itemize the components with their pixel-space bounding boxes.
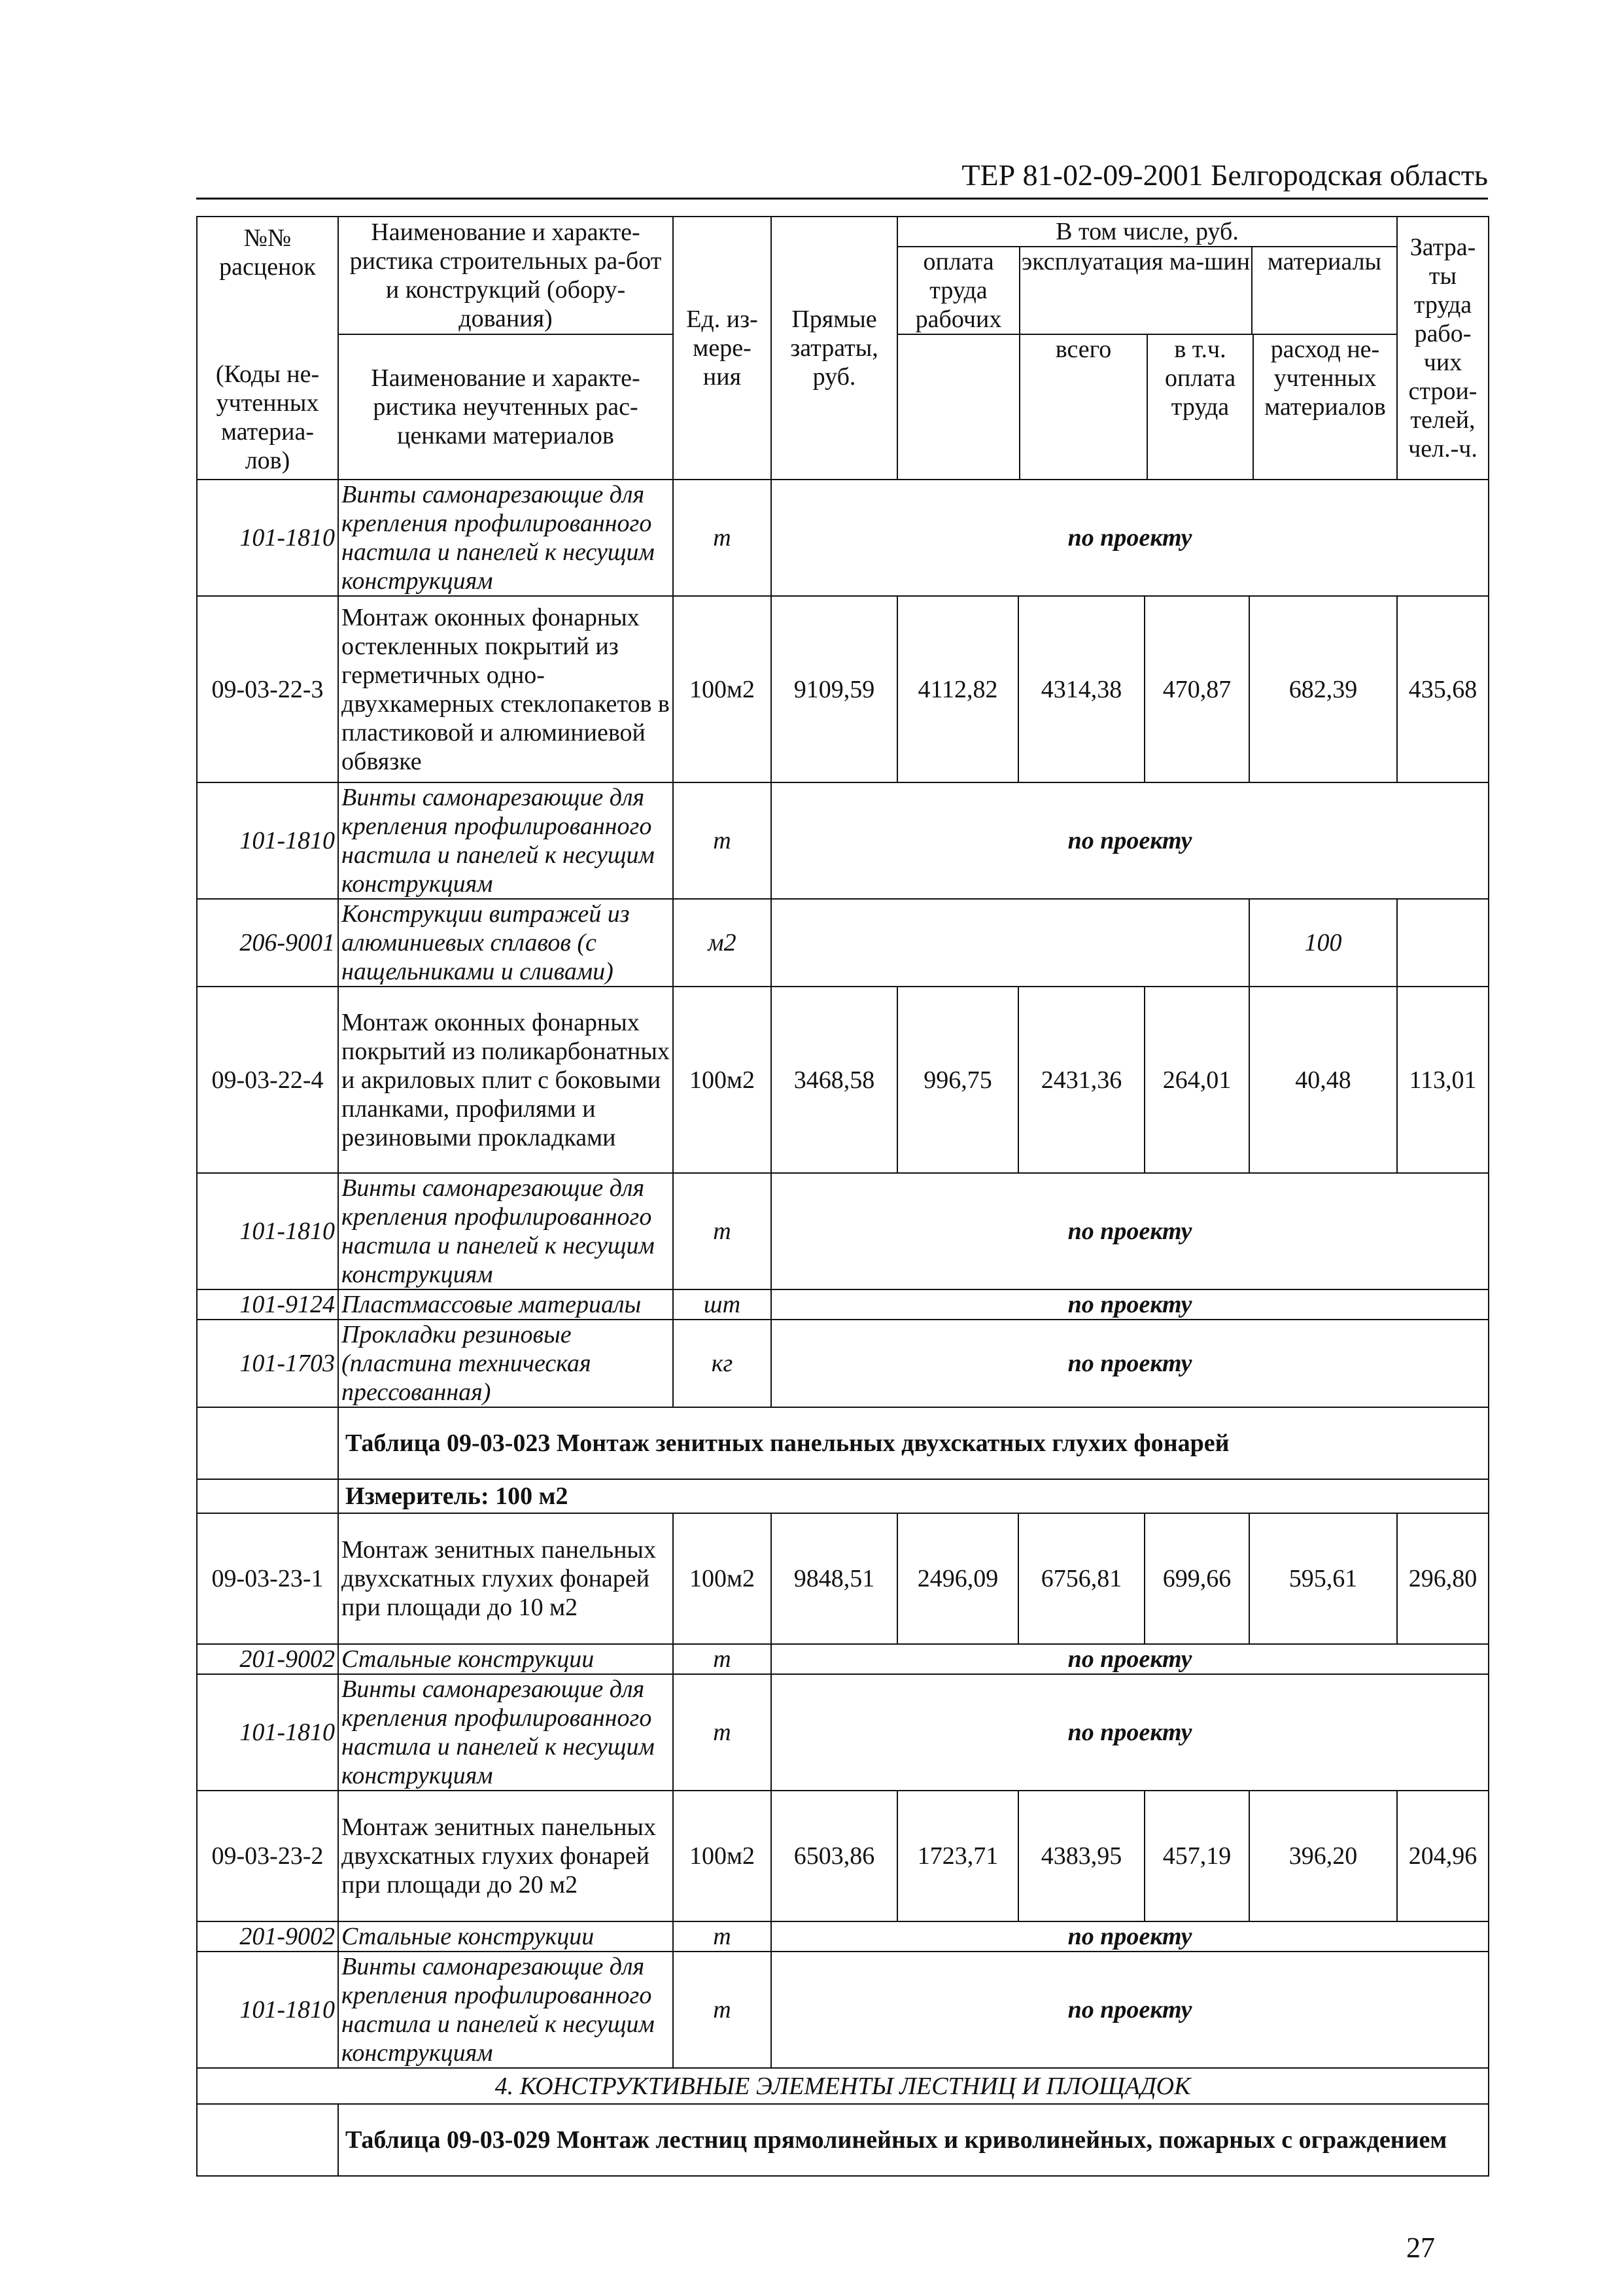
- material-value: по проекту: [771, 1644, 1489, 1674]
- material-code: 206-9001: [197, 899, 338, 987]
- material-unit: т: [673, 1674, 771, 1791]
- materials-header: материалы: [1267, 248, 1382, 275]
- material-row: [197, 1320, 1489, 1407]
- work-code: 09-03-23-1: [197, 1513, 338, 1644]
- work-row: [197, 1513, 1489, 1644]
- material-row: [197, 1674, 1489, 1791]
- material-code: 101-1703: [197, 1320, 338, 1407]
- material-unit: кг: [673, 1320, 771, 1407]
- material-code: 101-1810: [197, 480, 338, 596]
- work-unit: 100м2: [673, 596, 771, 782]
- col-name-alt-header: Наименование и характе-ристика неучтенных рас-ценками материалов: [338, 334, 673, 480]
- material-row: [197, 782, 1489, 899]
- price-table: [196, 216, 1489, 2177]
- measure-row: [197, 1479, 1489, 1513]
- col-direct-header: Прямые затраты, руб.: [771, 217, 897, 480]
- direct-cost: 3468,58: [771, 987, 897, 1173]
- material-name: Стальные конструкции: [338, 1921, 673, 1952]
- materials-cost: 595,61: [1249, 1513, 1397, 1644]
- section-row: [197, 2068, 1489, 2104]
- direct-cost: 9848,51: [771, 1513, 897, 1644]
- machines-cost: 4383,95: [1018, 1791, 1145, 1921]
- incl-label: В том числе, руб.: [898, 217, 1396, 247]
- material-unit: т: [673, 782, 771, 899]
- measure-label: Измеритель: 100 м2: [338, 1479, 1489, 1513]
- material-row: [197, 1644, 1489, 1674]
- material-code: 101-1810: [197, 1173, 338, 1289]
- machines-total-header: всего: [1020, 335, 1148, 479]
- material-unit: т: [673, 480, 771, 596]
- material-name: Винты самонарезающие для крепления профилированного настила и панелей к несущим конструкциям: [338, 1173, 673, 1289]
- work-code: 09-03-22-3: [197, 596, 338, 782]
- material-row: [197, 1921, 1489, 1952]
- material-code: 101-1810: [197, 1674, 338, 1791]
- material-name: Винты самонарезающие для крепления профилированного настила и панелей к несущим конструкциям: [338, 782, 673, 899]
- material-code: 101-9124: [197, 1289, 338, 1320]
- incl-sub: [898, 247, 1396, 334]
- material-code: 201-9002: [197, 1921, 338, 1952]
- material-unit: т: [673, 1173, 771, 1289]
- work-code: 09-03-23-2: [197, 1791, 338, 1921]
- material-unit: т: [673, 1952, 771, 2068]
- labor-cost: 1723,71: [897, 1791, 1018, 1921]
- section-title: 4. КОНСТРУКТИВНЫЕ ЭЛЕМЕНТЫ ЛЕСТНИЦ И ПЛОЩАДОК: [197, 2068, 1489, 2104]
- header-title: ТЕР 81-02-09-2001 Белгородская область: [961, 158, 1488, 192]
- empty-cell: [1397, 899, 1489, 987]
- work-unit: 100м2: [673, 1791, 771, 1921]
- material-value: по проекту: [771, 782, 1489, 899]
- materials-cost: 396,20: [1249, 1791, 1397, 1921]
- empty-cell: [197, 2104, 338, 2176]
- incl-sub-row: [898, 335, 1396, 479]
- material-value: по проекту: [771, 1674, 1489, 1791]
- material-name: Пластмассовые материалы: [338, 1289, 673, 1320]
- table-title-row: [197, 1407, 1489, 1479]
- material-value: по проекту: [771, 1173, 1489, 1289]
- material-row: [197, 480, 1489, 596]
- machines-cost: 4314,38: [1018, 596, 1145, 782]
- material-code: 101-1810: [197, 782, 338, 899]
- material-name: Прокладки резиновые (пластина техническая прессованная): [338, 1320, 673, 1407]
- labor-hours: 435,68: [1397, 596, 1489, 782]
- machines-cost: 2431,36: [1018, 987, 1145, 1173]
- material-name: Винты самонарезающие для крепления профилированного настила и панелей к несущим конструкциям: [338, 1952, 673, 2068]
- material-value: по проекту: [771, 1320, 1489, 1407]
- labor-hours: 296,80: [1397, 1513, 1489, 1644]
- work-name: Монтаж зенитных панельных двухскатных глухих фонарей при площади до 10 м2: [338, 1513, 673, 1644]
- work-name: Монтаж зенитных панельных двухскатных глухих фонарей при площади до 20 м2: [338, 1791, 673, 1921]
- work-unit: 100м2: [673, 987, 771, 1173]
- incl-sub-header: [897, 334, 1397, 480]
- empty-cell: [197, 1407, 338, 1479]
- machines-labor-cost: 470,87: [1145, 596, 1249, 782]
- material-row: [197, 899, 1489, 987]
- material-name: Винты самонарезающие для крепления профилированного настила и панелей к несущим конструкциям: [338, 480, 673, 596]
- labor-cost: 2496,09: [897, 1513, 1018, 1644]
- materials-cost: 40,48: [1249, 987, 1397, 1173]
- labor-empty: [898, 335, 1020, 479]
- direct-cost: 9109,59: [771, 596, 897, 782]
- labor-hours: 204,96: [1397, 1791, 1489, 1921]
- material-quantity: 100: [1249, 899, 1397, 987]
- work-code: 09-03-22-4: [197, 987, 338, 1173]
- labor-hours: 113,01: [1397, 987, 1489, 1173]
- empty-cell: [771, 899, 1249, 987]
- table-title: Таблица 09-03-029 Монтаж лестниц прямолинейных и криволинейных, пожарных с ограждением: [338, 2104, 1489, 2176]
- material-code: 201-9002: [197, 1644, 338, 1674]
- labor-cost: 996,75: [897, 987, 1018, 1173]
- machines-labor-cost: 699,66: [1145, 1513, 1249, 1644]
- material-value: по проекту: [771, 1952, 1489, 2068]
- col-incl-header: [897, 217, 1397, 334]
- material-name: Винты самонарезающие для крепления профилированного настила и панелей к несущим конструкциям: [338, 1674, 673, 1791]
- work-name: Монтаж оконных фонарных остекленных покрытий из герметичных одно-двухкамерных стеклопакетов в пластиковой и алюминиевой обвязке: [338, 596, 673, 782]
- col-unit-header: Ед. из-мере-ния: [673, 217, 771, 480]
- page-number: 27: [1406, 2232, 1435, 2264]
- materials-alt-header: расход не-учтенных материалов: [1264, 336, 1386, 421]
- material-unit: т: [673, 1644, 771, 1674]
- empty-cell: [197, 1479, 338, 1513]
- document-header: [196, 157, 1488, 200]
- work-name: Монтаж оконных фонарных покрытий из поликарбонатных и акриловых плит с боковыми планками, профилями и резиновыми прокладками: [338, 987, 673, 1173]
- material-unit: шт: [673, 1289, 771, 1320]
- labor-header: оплата труда рабочих: [898, 247, 1020, 334]
- table-title: Таблица 09-03-023 Монтаж зенитных панельных двухскатных глухих фонарей: [338, 1407, 1489, 1479]
- machines-labor-header: в т.ч. оплата труда: [1148, 335, 1254, 479]
- machines-cost: 6756,81: [1018, 1513, 1145, 1644]
- material-row: [197, 1173, 1489, 1289]
- material-value: по проекту: [771, 1289, 1489, 1320]
- material-row: [197, 1289, 1489, 1320]
- col-code-alt-label: (Коды не-учтенных материа-лов): [215, 360, 320, 474]
- materials-cost: 682,39: [1249, 596, 1397, 782]
- material-row: [197, 1952, 1489, 2068]
- work-unit: 100м2: [673, 1513, 771, 1644]
- work-row: [197, 1791, 1489, 1921]
- material-name: Конструкции витражей из алюминиевых сплавов (с нащельниками и сливами): [338, 899, 673, 987]
- col-code-header: [197, 217, 338, 480]
- material-value: по проекту: [771, 480, 1489, 596]
- col-code-label: №№ расценок: [219, 224, 316, 281]
- material-unit: м2: [673, 899, 771, 987]
- machines-header: эксплуатация ма-шин: [1020, 247, 1253, 334]
- col-hours-header: Затра-ты труда рабо-чих строи-телей, чел.-ч.: [1397, 217, 1489, 480]
- material-name: Стальные конструкции: [338, 1644, 673, 1674]
- material-code: 101-1810: [197, 1952, 338, 2068]
- material-unit: т: [673, 1921, 771, 1952]
- work-row: [197, 987, 1489, 1173]
- labor-cost: 4112,82: [897, 596, 1018, 782]
- table-header-row: [197, 217, 1489, 334]
- direct-cost: 6503,86: [771, 1791, 897, 1921]
- material-value: по проекту: [771, 1921, 1489, 1952]
- table-title-row: [197, 2104, 1489, 2176]
- machines-labor-cost: 264,01: [1145, 987, 1249, 1173]
- col-name-header: Наименование и характе-ристика строительных ра-бот и конструкций (обору-дования): [338, 217, 673, 334]
- work-row: [197, 596, 1489, 782]
- machines-labor-cost: 457,19: [1145, 1791, 1249, 1921]
